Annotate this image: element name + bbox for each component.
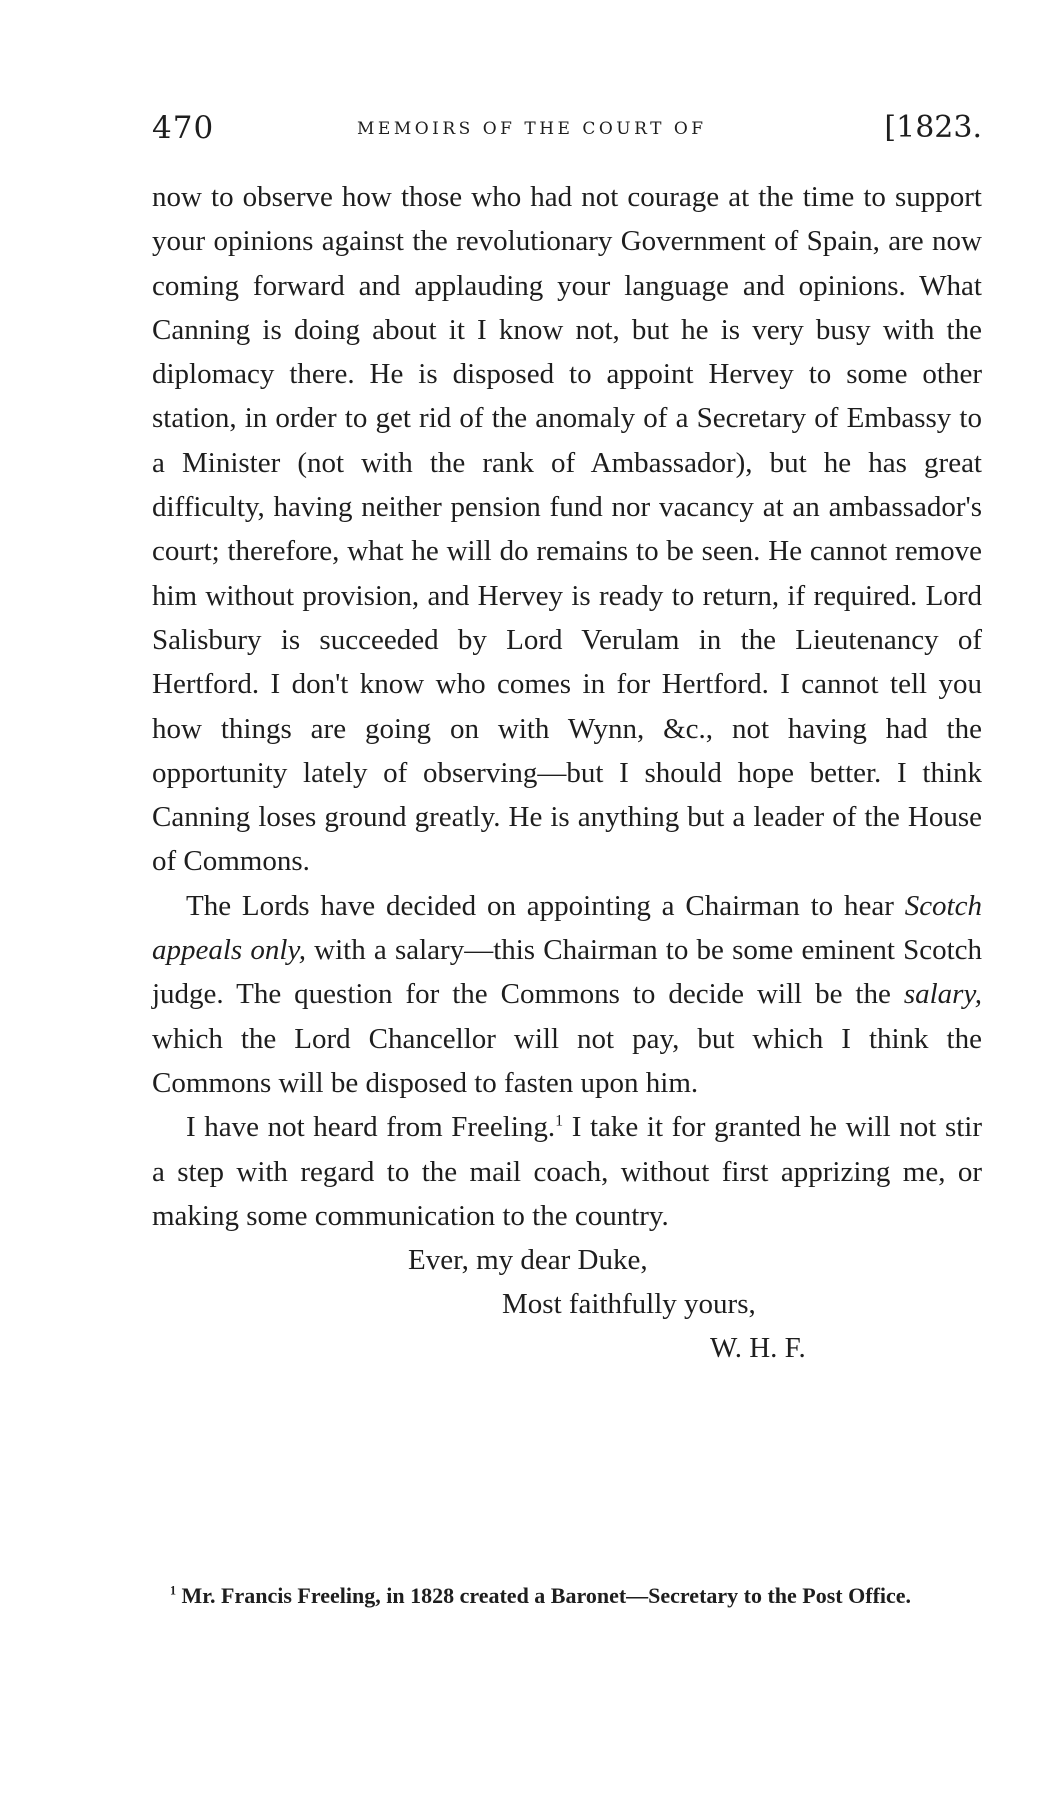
paragraph-2-part-1: The Lords have decided on appointing a Chairman to hear [186, 889, 905, 922]
footnote [152, 1580, 982, 1611]
paragraph-3-part-1: I have not heard from Freeling. [186, 1111, 556, 1144]
header-year: [1823. [884, 110, 982, 145]
italic-phrase-scotch-appeals: Scotch appeals only, [152, 889, 982, 967]
salutation: Ever, my dear Duke, [408, 1244, 648, 1277]
signature: W. H. F. [710, 1332, 806, 1365]
running-header [152, 110, 982, 150]
page-number: 470 [152, 110, 215, 146]
paragraph-2-part-2: with a salary—this Chairman to be some eminent Scotch judge. The question for the Commons to decide will be the [152, 934, 983, 1011]
footnote-mark: 1 [170, 1583, 177, 1598]
valediction: Most faithfully yours, [502, 1288, 756, 1321]
footnote-reference: 1 [555, 1112, 564, 1130]
paragraph-2-part-3: which the Lord Chancellor will not pay, but which I think the Commons will be disposed to fasten upon him. [152, 1022, 982, 1099]
paragraph-1: now to observe how those who had not courage at the time to support your opinions against the revolutionary Government of Spain, are now coming forward and applauding your language and opinions. What Canning is doing about it I know not, but he is very busy with the diplomacy there. He is disposed to appoint Hervey to some other station, in order to get rid of the anomaly of a Secretary of Embassy to a Minister (not with the rank of Ambassador), but he has great difficulty, having neither pension fund nor vacancy at an ambassador's court; therefore, what he will do remains to be seen. He cannot remove him without provision, and Hervey is ready to return, if required. Lord Salisbury is succeeded by Lord Verulam in the Lieutenancy of Hertford. I don't know who comes in for Hertford. I cannot tell you how things are going on with Wynn, &c., not having had the opportunity lately of observing—but I should hope better. I think Canning loses ground greatly. He is anything but a leader of the House of Commons. [152, 181, 982, 878]
paragraph-3 [152, 1105, 982, 1238]
paragraph-2 [152, 884, 982, 1105]
italic-word-salary: salary, [903, 978, 982, 1011]
letter-body [152, 175, 982, 1370]
footnote-text: Mr. Francis Freeling, in 1828 created a Baronet—Secretary to the Post Office. [181, 1583, 912, 1608]
running-title: MEMOIRS OF THE COURT OF [357, 119, 707, 139]
paragraph-3-part-2: I take it for granted he will not stir a step with regard to the mail coach, without first apprizing me, or making some communication to the country. [152, 1111, 983, 1232]
letter-closing [152, 1238, 982, 1370]
